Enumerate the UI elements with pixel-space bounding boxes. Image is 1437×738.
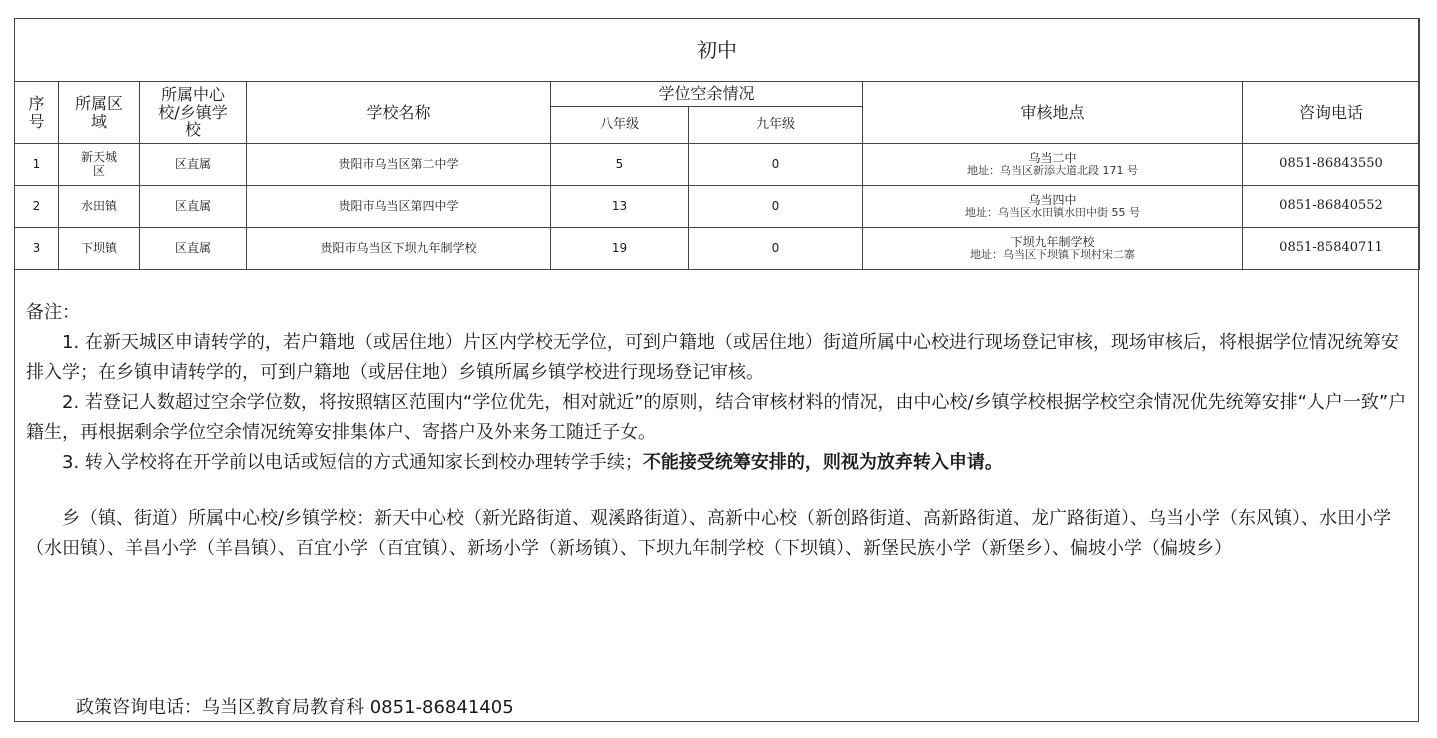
header-vacancy: 学位空余情况 xyxy=(551,82,863,107)
cell-grade8: 19 xyxy=(551,228,689,270)
table-row xyxy=(15,228,1420,270)
cell-center: 区直属 xyxy=(140,144,247,186)
header-area: 所属区域 xyxy=(59,82,140,144)
cell-seq: 2 xyxy=(15,186,59,228)
cell-grade9: 0 xyxy=(689,144,863,186)
note-item-1: 1. 在新天城区申请转学的，若户籍地（或居住地）片区内学校无学位，可到户籍地（或居住地）街道所属中心校进行现场登记审核，现场审核后，将根据学位情况统筹安排入学；在乡镇申请转学的，可到户籍地（或居住地）乡镇所属乡镇学校进行现场登记审核。 xyxy=(26,332,1399,383)
header-seq: 序号 xyxy=(15,82,59,144)
table-row xyxy=(15,144,1420,186)
review-address: 地址：乌当区新添大道北段 171 号 xyxy=(967,164,1138,178)
cell-review xyxy=(863,228,1243,270)
notes-heading: 备注： xyxy=(26,302,80,323)
cell-school: 贵阳市乌当区下坝九年制学校 xyxy=(247,228,551,270)
review-name: 乌当二中 xyxy=(1028,150,1077,165)
cell-grade9: 0 xyxy=(689,186,863,228)
table-title: 初中 xyxy=(15,19,1420,82)
cell-grade8: 5 xyxy=(551,144,689,186)
cell-phone: 0851-85840711 xyxy=(1243,228,1420,270)
cell-grade9: 0 xyxy=(689,228,863,270)
note-item-3-bold: 不能接受统筹安排的，则视为放弃转入申请。 xyxy=(642,452,1003,473)
note-item-2: 2. 若登记人数超过空余学位数，将按照辖区范围内“学位优先，相对就近”的原则，结合审核材料的情况，由中心校/乡镇学校根据学校空余情况优先统筹安排“人户一致”户籍生，再根据剩余学位空余情况统筹安排集体户、寄搭户及外来务工随迁子女。 xyxy=(26,392,1407,443)
cell-area: 下坝镇 xyxy=(59,228,140,270)
header-school: 学校名称 xyxy=(247,82,551,144)
table-row xyxy=(15,186,1420,228)
note-item-3 xyxy=(26,448,1411,478)
cell-seq: 1 xyxy=(15,144,59,186)
note-item-3-text: 3. 转入学校将在开学前以电话或短信的方式通知家长到校办理转学手续； xyxy=(62,452,643,473)
cell-grade8: 13 xyxy=(551,186,689,228)
cell-area: 水田镇 xyxy=(59,186,140,228)
cell-school: 贵阳市乌当区第四中学 xyxy=(247,186,551,228)
cell-review xyxy=(863,186,1243,228)
notes-section xyxy=(26,298,1411,564)
center-schools-list: 乡（镇、街道）所属中心校/乡镇学校：新天中心校（新光路街道、观溪路街道）、高新中心校（新创路街道、高新路街道、龙广路街道）、乌当小学（东风镇）、水田小学（水田镇）、羊昌小学（羊昌镇）、百宜小学（百宜镇）、新场小学（新场镇）、下坝九年制学校（下坝镇）、新堡民族小学（新堡乡）、偏坡小学（偏坡乡） xyxy=(26,508,1392,559)
header-grade8: 八年级 xyxy=(551,107,689,144)
review-name: 下坝九年制学校 xyxy=(1010,234,1095,249)
cell-seq: 3 xyxy=(15,228,59,270)
cell-center: 区直属 xyxy=(140,228,247,270)
header-grade9: 九年级 xyxy=(689,107,863,144)
cell-phone: 0851-86843550 xyxy=(1243,144,1420,186)
header-phone: 咨询电话 xyxy=(1243,82,1420,144)
cell-review xyxy=(863,144,1243,186)
cell-phone: 0851-86840552 xyxy=(1243,186,1420,228)
vacancy-table xyxy=(14,18,1420,270)
cell-center: 区直属 xyxy=(140,186,247,228)
review-address: 地址：乌当区水田镇水田中街 55 号 xyxy=(965,206,1140,220)
header-review: 审核地点 xyxy=(863,82,1243,144)
header-center: 所属中心校/乡镇学校 xyxy=(140,82,247,144)
policy-phone: 政策咨询电话：乌当区教育局教育科 0851-86841405 xyxy=(76,697,514,718)
cell-school: 贵阳市乌当区第二中学 xyxy=(247,144,551,186)
cell-area: 新天城区 xyxy=(59,144,140,186)
review-name: 乌当四中 xyxy=(1028,192,1077,207)
review-address: 地址：乌当区下坝镇下坝村宋二寨 xyxy=(970,248,1135,262)
